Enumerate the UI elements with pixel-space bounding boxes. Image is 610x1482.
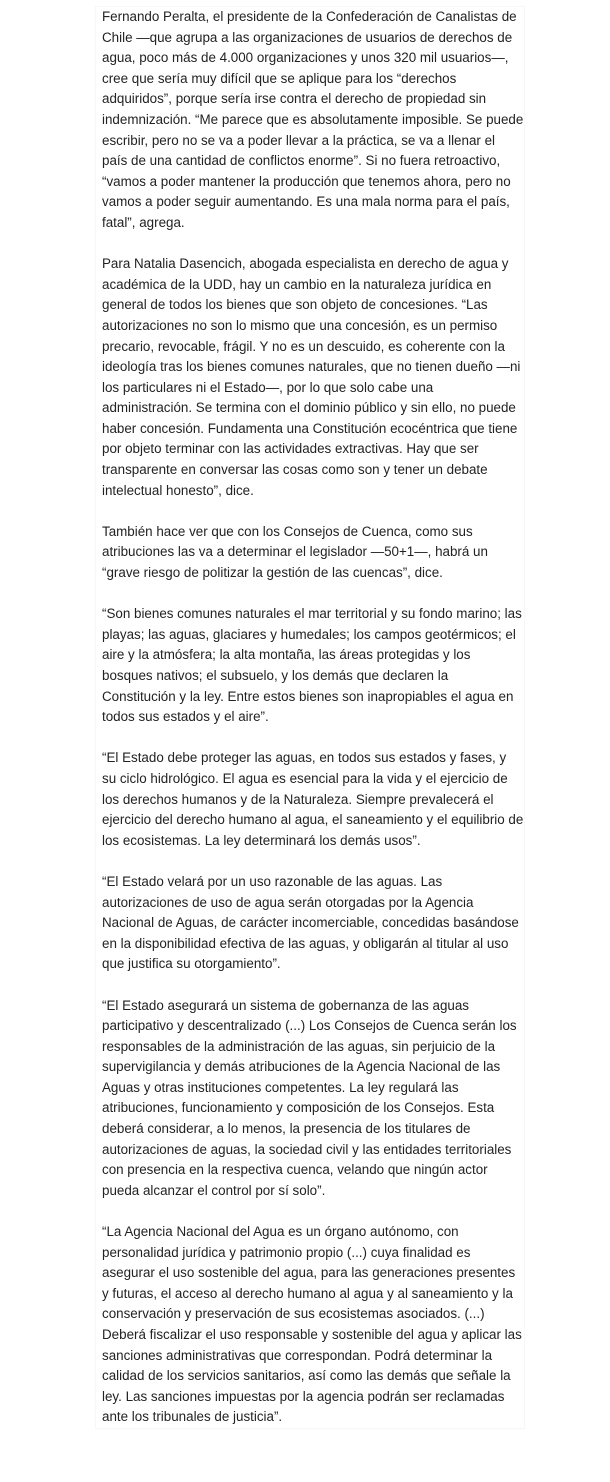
quote-agencia-nacional: “La Agencia Nacional del Agua es un órgano autónomo, con personalidad jurídica y patrimonio propio (...) cuya finalidad es asegurar el uso sostenible del agua, para las generaciones presentes y futuras, el acceso al derecho humano al agua y al saneamiento y la conservación y preservación de sus ecosistemas asociados. (...) Deberá fiscalizar el uso responsable y sostenible del agua y aplicar las sanciones administrativas que correspondan. Podrá determinar la calidad de los servicios sanitarios, así como las demás que señale la ley. Las sanciones impuestas por la agencia podrán ser reclamadas ante los tribunales de justicia”. <box>102 1224 522 1425</box>
paragraph-consejos-cuenca: También hace ver que con los Consejos de Cuenca, como sus atribuciones las va a determinar el legislador —50+1—, habrá un “grave riesgo de politizar la gestión de las cuencas”, dice. <box>102 523 488 581</box>
quote-gobernanza: “El Estado asegurará un sistema de gobernanza de las aguas participativo y descentralizado (...) Los Consejos de Cuenca serán los responsables de la administración de las aguas, sin perjuicio de la supervigilancia y demás atribuciones de la Agencia Nacional de las Aguas y otras instituciones competentes. La ley regulará las atribuciones, funcionamiento y composición de los Consejos. Esta deberá considerar, a lo menos, la presencia de los titulares de autorizaciones de aguas, la sociedad civil y las entidades territoriales con presencia en la respectiva cuenca, velando que ningún actor pueda alcanzar el control por sí solo”. <box>102 997 517 1198</box>
quote-proteger-aguas: “El Estado debe proteger las aguas, en todos sus estados y fases, y su ciclo hidrológico. El agua es esencial para la vida y el ejercicio de los derechos humanos y de la Naturaleza. Siempre prevalecerá el ejercicio del derecho humano al agua, el saneamiento y el equilibrio de los ecosistemas. La ley determinará los demás usos”. <box>102 750 524 848</box>
quote-bienes-comunes: “Son bienes comunes naturales el mar territorial y su fondo marino; las playas; las aguas, glaciares y humedales; los campos geotérmicos; el aire y la atmósfera; la alta montaña, las áreas protegidas y los bosques nativos; el subsuelo, y los demás que declaren la Constitución y la ley. Entre estos bienes son inapropiables el agua en todos sus estados y el aire”. <box>102 606 522 725</box>
paragraph-dasencich: Para Natalia Dasencich, abogada especialista en derecho de agua y académica de la UDD, hay un cambio en la naturaleza jurídica en general de todos los bienes que son objeto de concesiones. “Las autorizaciones no son lo mismo que una concesión, es un permiso precario, revocable, frágil. Y no es un descuido, es coherente con la ideología tras los bienes comunes naturales, que no tienen dueño —ni los particulares ni el Estado—, por lo que solo cabe una administración. Se termina con el dominio público y sin ello, no puede haber concesión. Fundamenta una Constitución ecocéntrica que tiene por objeto terminar con las actividades extractivas. Hay que ser transparente en conversar las cosas como son y tener un debate intelectual honesto”, dice. <box>102 256 521 498</box>
article-body <box>96 7 524 1428</box>
quote-uso-razonable: “El Estado velará por un uso razonable de las aguas. Las autorizaciones de uso de agua serán otorgadas por la Agencia Nacional de Aguas, de carácter incomerciable, concedidas basándose en la disponibilidad efectiva de las aguas, y obligarán al titular al uso que justifica su otorgamiento”. <box>102 873 519 972</box>
paragraph-peralta: Fernando Peralta, el presidente de la Confederación de Canalistas de Chile —que agrupa a las organizaciones de usuarios de derechos de agua, poco más de 4.000 organizaciones y unos 320 mil usuarios—, cree que sería muy difícil que se aplique para los “derechos adquiridos”, porque sería irse contra el derecho de propiedad sin indemnización. “Me parece que es absolutamente imposible. Se puede escribir, pero no se va a poder llevar a la práctica, se va a llenar el país de una cantidad de conflictos enorme”. Si no fuera retroactivo, “vamos a poder mantener la producción que tenemos ahora, pero no vamos a poder seguir aumentando. Es una mala norma para el país, fatal”, agrega. <box>102 9 524 230</box>
